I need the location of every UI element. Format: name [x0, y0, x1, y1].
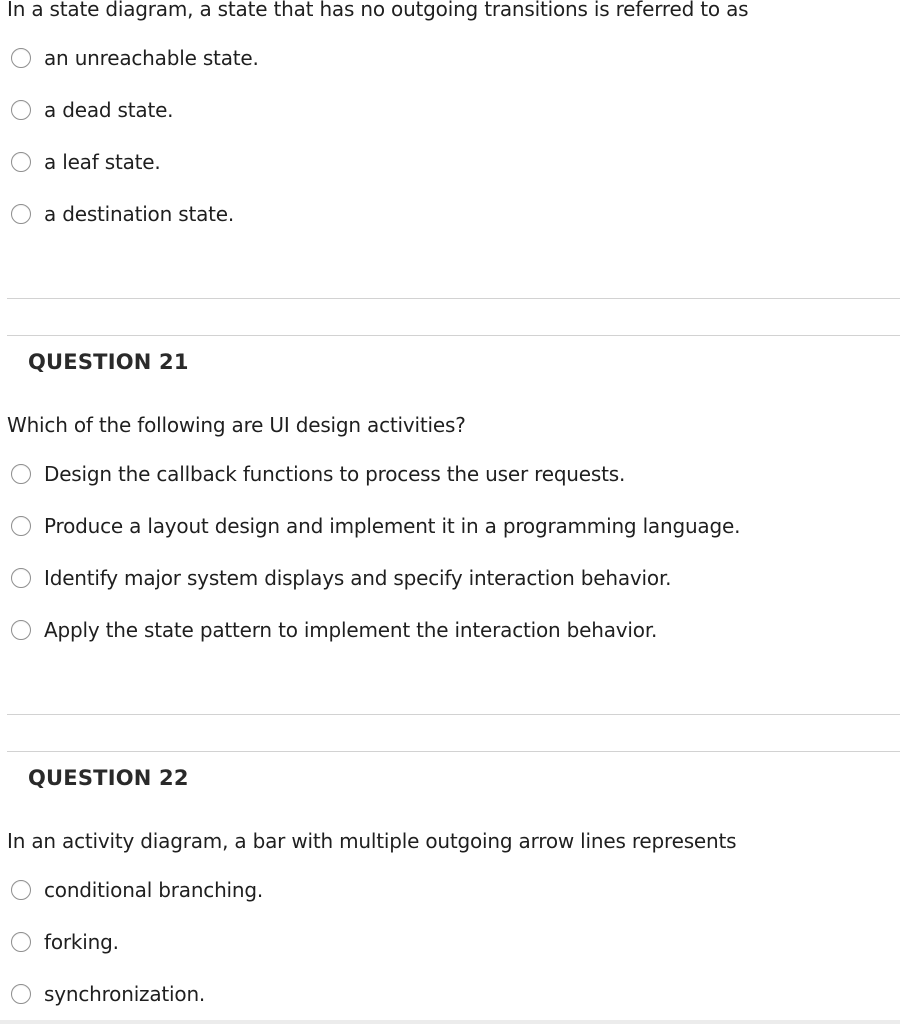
radio-button[interactable] [11, 100, 31, 120]
question-21-option-3[interactable] [11, 565, 671, 591]
question-22-heading: QUESTION 22 [28, 766, 189, 790]
option-label: an unreachable state. [44, 46, 259, 70]
question-20-option-3[interactable] [11, 149, 161, 175]
option-label: a leaf state. [44, 150, 161, 174]
option-label: a destination state. [44, 202, 235, 226]
divider [7, 298, 900, 299]
radio-button[interactable] [11, 568, 31, 588]
radio-button[interactable] [11, 880, 31, 900]
bottom-edge-shade [0, 1020, 900, 1024]
question-22-option-3[interactable] [11, 981, 205, 1007]
radio-button[interactable] [11, 620, 31, 640]
question-21-prompt: Which of the following are UI design activities? [7, 413, 466, 437]
question-21-heading: QUESTION 21 [28, 350, 189, 374]
option-label: synchronization. [44, 982, 206, 1006]
question-21-option-4[interactable] [11, 617, 657, 643]
divider [7, 751, 900, 752]
question-20-prompt: In a state diagram, a state that has no outgoing transitions is referred to as [7, 0, 749, 21]
radio-button[interactable] [11, 516, 31, 536]
radio-button[interactable] [11, 464, 31, 484]
radio-button[interactable] [11, 152, 31, 172]
divider [7, 714, 900, 715]
question-21-option-1[interactable] [11, 461, 625, 487]
question-20-option-2[interactable] [11, 97, 173, 123]
question-21-option-2[interactable] [11, 513, 740, 539]
radio-button[interactable] [11, 984, 31, 1004]
option-label: a dead state. [44, 98, 174, 122]
question-22-option-2[interactable] [11, 929, 119, 955]
question-22-prompt: In an activity diagram, a bar with multiple outgoing arrow lines represents [7, 829, 737, 853]
radio-button[interactable] [11, 932, 31, 952]
option-label: Identify major system displays and specify interaction behavior. [44, 566, 672, 590]
option-label: Design the callback functions to process the user requests. [44, 462, 626, 486]
question-22-option-1[interactable] [11, 877, 263, 903]
divider [7, 335, 900, 336]
radio-button[interactable] [11, 48, 31, 68]
option-label: conditional branching. [44, 878, 264, 902]
radio-button[interactable] [11, 204, 31, 224]
option-label: forking. [44, 930, 119, 954]
question-20-option-1[interactable] [11, 45, 259, 71]
option-label: Produce a layout design and implement it in a programming language. [44, 514, 741, 538]
question-20-option-4[interactable] [11, 201, 234, 227]
option-label: Apply the state pattern to implement the interaction behavior. [44, 618, 658, 642]
